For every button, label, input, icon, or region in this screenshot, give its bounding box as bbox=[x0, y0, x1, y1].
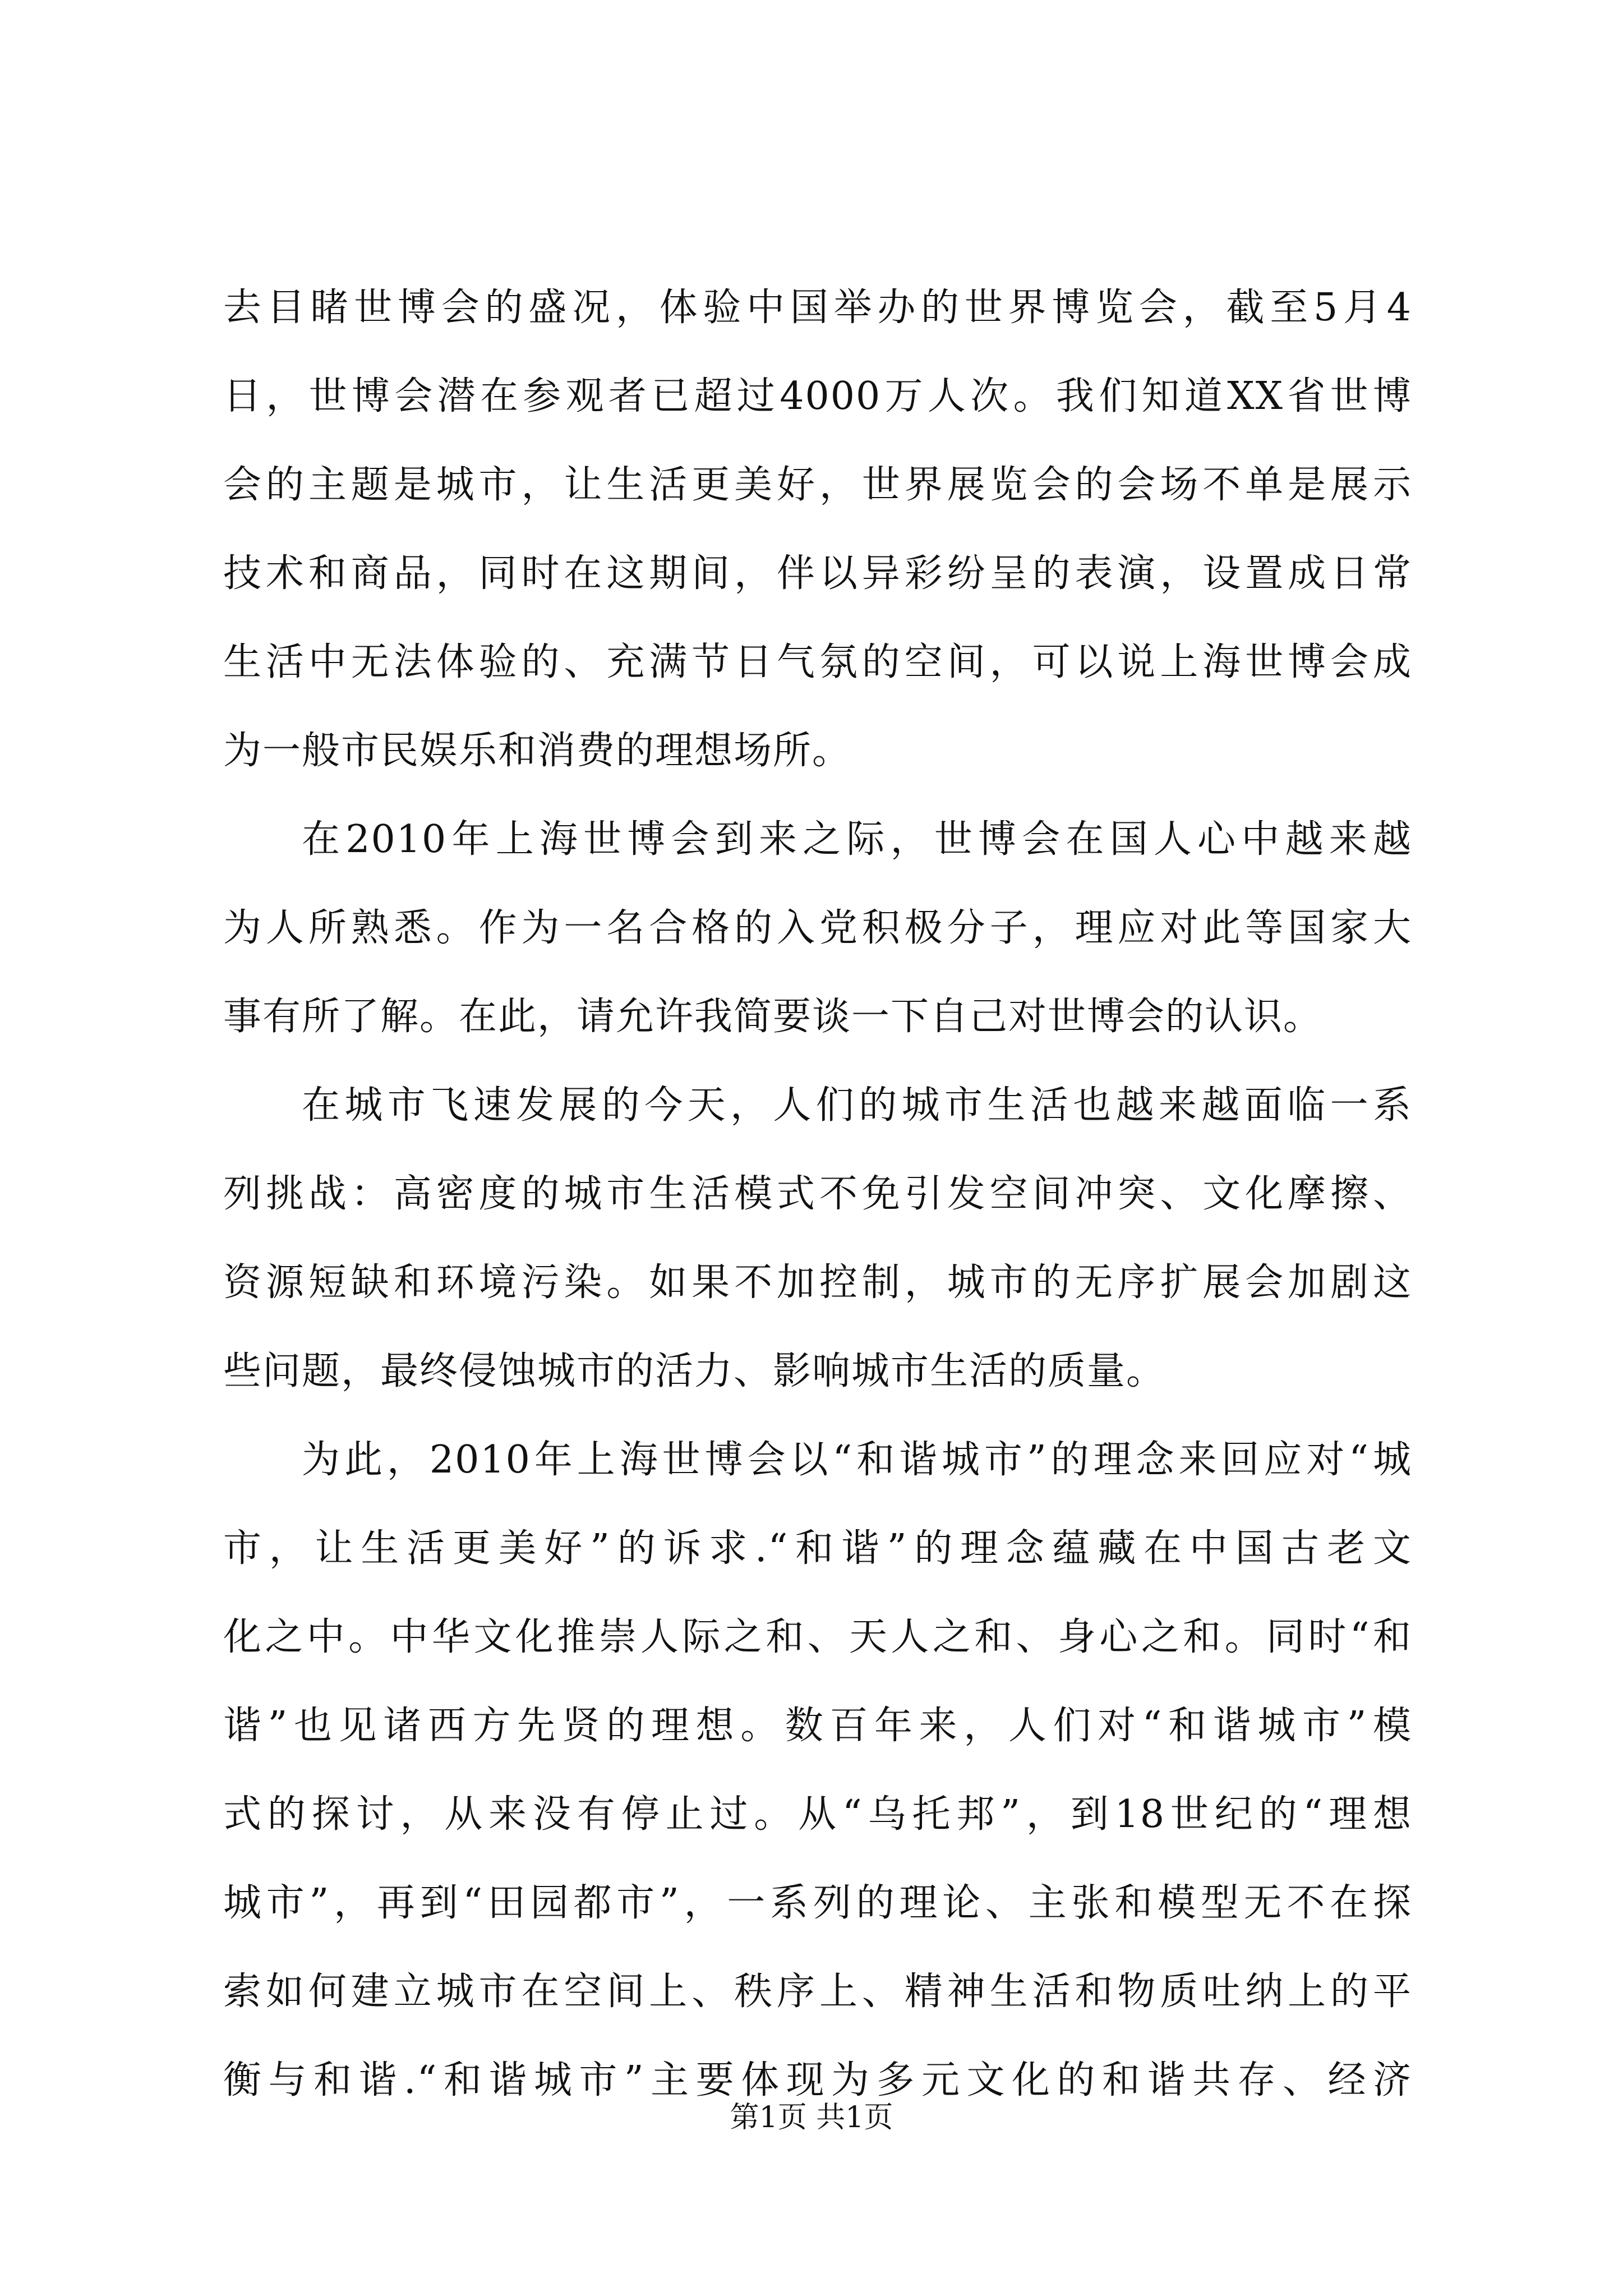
text-line: 衡与和谐.“和谐城市”主要体现为多元文化的和谐共存、经济 bbox=[223, 2058, 1412, 2102]
text-line: 为人所熟悉。作为一名合格的入党积极分子，理应对此等国家大 bbox=[223, 906, 1412, 950]
text-line: 城市”，再到“田园都市”，一系列的理论、主张和模型无不在探 bbox=[223, 1881, 1412, 1925]
page-footer: 第1页 共1页 bbox=[730, 2101, 893, 2134]
text-line: 在2010年上海世博会到来之际，世博会在国人心中越来越 bbox=[302, 817, 1412, 862]
text-line: 事有所了解。在此，请允许我简要谈一下自己对世博会的认识。 bbox=[223, 995, 1323, 1039]
text-line: 会的主题是城市，让生活更美好，世界展览会的会场不单是展示 bbox=[223, 463, 1412, 507]
text-line: 日，世博会潜在参观者已超过4000万人次。我们知道XX省世博 bbox=[223, 374, 1412, 418]
text-line: 些问题，最终侵蚀城市的活力、影响城市生活的质量。 bbox=[223, 1349, 1166, 1393]
text-line: 式的探讨，从来没有停止过。从“乌托邦”，到18世纪的“理想 bbox=[223, 1792, 1412, 1837]
text-line: 列挑战：高密度的城市生活模式不免引发空间冲突、文化摩擦、 bbox=[223, 1172, 1412, 1216]
text-line: 市，让生活更美好”的诉求.“和谐”的理念蕴藏在中国古老文 bbox=[223, 1526, 1412, 1571]
text-line: 资源短缺和环境污染。如果不加控制，城市的无序扩展会加剧这 bbox=[223, 1260, 1412, 1305]
text-line: 为一般市民娱乐和消费的理想场所。 bbox=[223, 729, 852, 773]
text-line: 为此，2010年上海世博会以“和谐城市”的理念来回应对“城 bbox=[302, 1438, 1412, 1482]
text-line: 去目睹世博会的盛况，体验中国举办的世界博览会，截至5月4 bbox=[223, 286, 1412, 330]
text-line: 生活中无法体验的、充满节日气氛的空间，可以说上海世博会成 bbox=[223, 640, 1412, 684]
text-line: 谐”也见诸西方先贤的理想。数百年来，人们对“和谐城市”模 bbox=[223, 1704, 1412, 1748]
text-line: 技术和商品，同时在这期间，伴以异彩纷呈的表演，设置成日常 bbox=[223, 551, 1412, 596]
document-body bbox=[223, 264, 1412, 2125]
text-line: 索如何建立城市在空间上、秩序上、精神生活和物质吐纳上的平 bbox=[223, 1970, 1412, 2014]
text-line: 在城市飞速发展的今天，人们的城市生活也越来越面临一系 bbox=[302, 1083, 1412, 1128]
text-line: 化之中。中华文化推崇人际之和、天人之和、身心之和。同时“和 bbox=[223, 1615, 1412, 1659]
